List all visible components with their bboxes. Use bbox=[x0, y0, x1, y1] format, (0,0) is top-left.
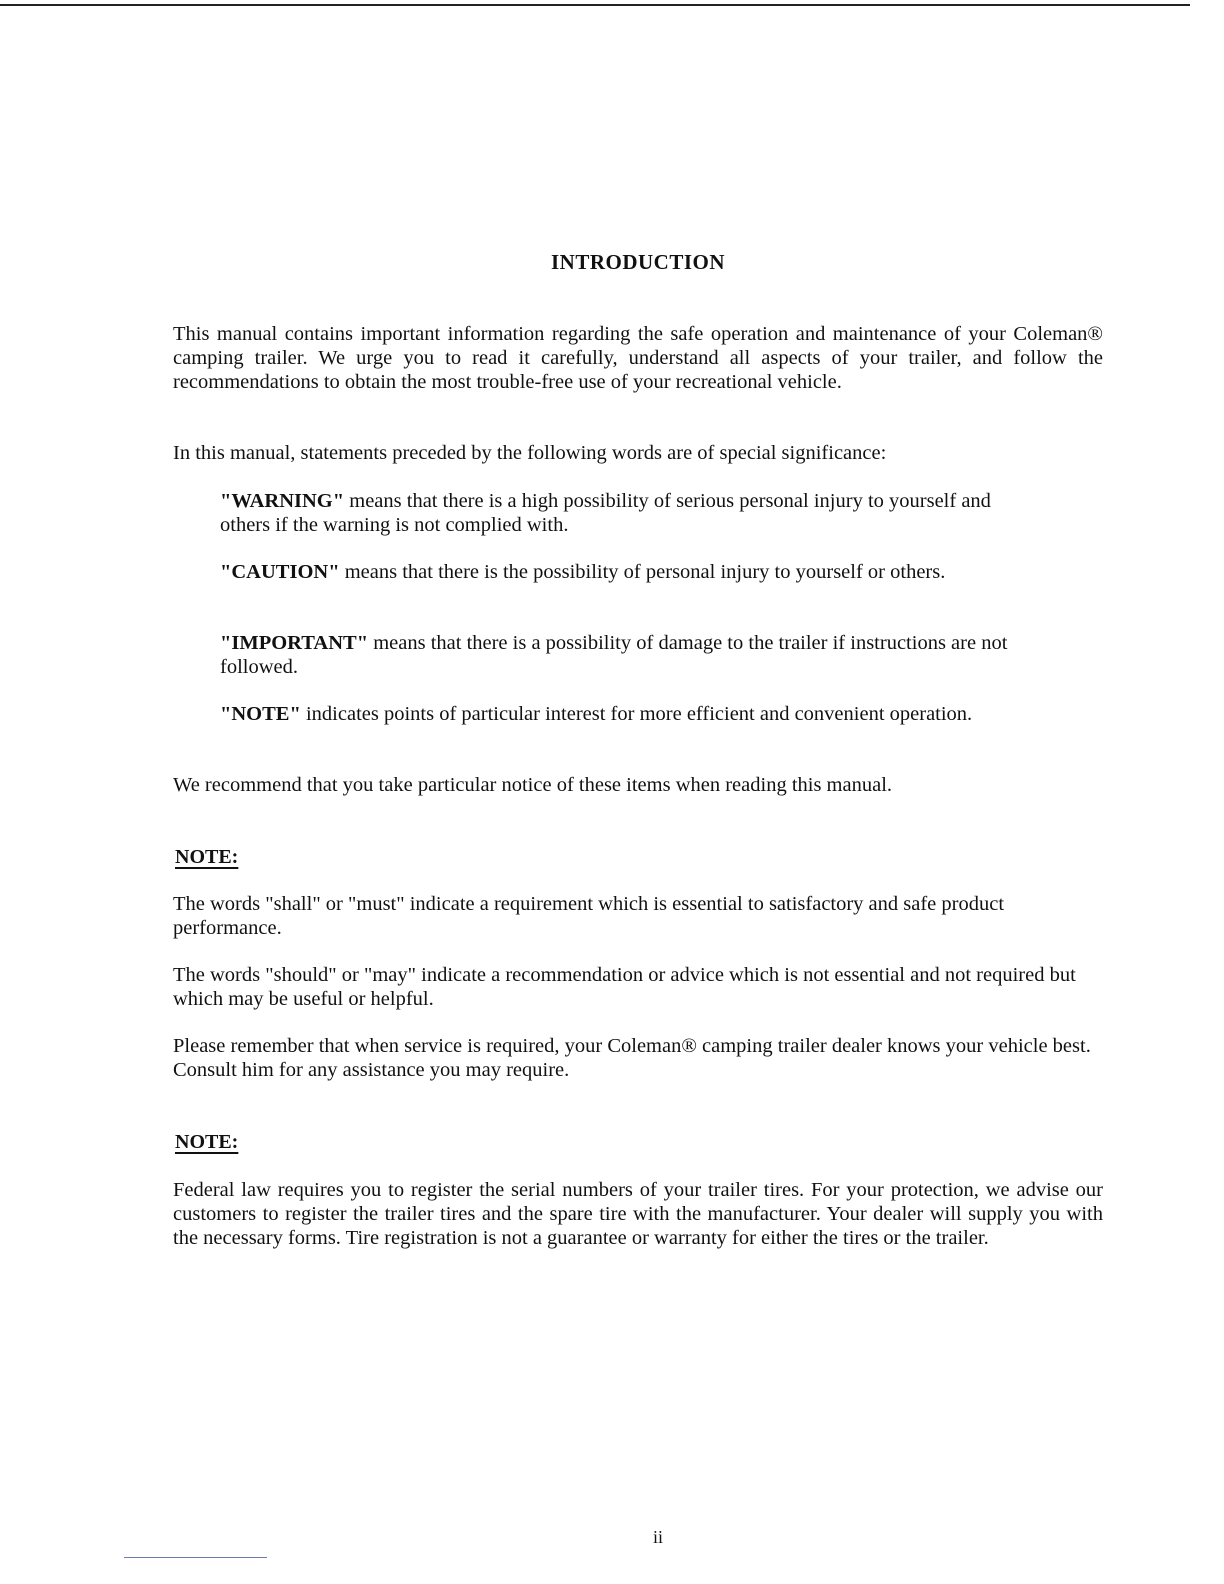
note2-paragraph-1: Federal law requires you to register the serial numbers of your trailer tires. For your protection, we advise our customers to register the trailer tires and the spare tire with the manufacturer. Your dealer will supply you with the necessary forms. Tire registration is not a guarantee or warranty for either the tires or the trailer. bbox=[173, 1179, 1103, 1249]
significance-paragraph: In this manual, statements preceded by the following words are of special significance: bbox=[173, 442, 887, 464]
definition-text: means that there is the possibility of personal injury to yourself or others. bbox=[339, 561, 946, 583]
definition-note bbox=[220, 702, 1030, 726]
note1-paragraph-1: The words "shall" or "must" indicate a requirement which is essential to satisfactory and safe product performance. bbox=[173, 893, 1005, 939]
definition-term: "NOTE" bbox=[220, 703, 301, 725]
page-title: INTRODUCTION bbox=[550, 250, 726, 274]
note1-paragraph-3: Please remember that when service is required, your Coleman® camping trailer dealer knows your vehicle best. Consult him for any assistance you may require. bbox=[173, 1035, 1091, 1081]
definition-term: "WARNING" bbox=[220, 490, 345, 512]
definition-text: means that there is a possibility of damage to the trailer if instructions are not followed. bbox=[220, 632, 1008, 678]
note-heading-1: NOTE: bbox=[175, 846, 239, 868]
definition-text: indicates points of particular interest for more efficient and convenient operation. bbox=[300, 703, 973, 725]
definition-term: "CAUTION" bbox=[220, 561, 340, 583]
recommend-paragraph: We recommend that you take particular notice of these items when reading this manual. bbox=[173, 774, 893, 796]
note1-paragraph-2: The words "should" or "may" indicate a recommendation or advice which is not essential and not required but which may be useful or helpful. bbox=[173, 964, 1076, 1010]
definition-term: "IMPORTANT" bbox=[220, 632, 369, 654]
note-heading-2: NOTE: bbox=[175, 1131, 239, 1153]
page-number: ii bbox=[652, 1527, 663, 1547]
definition-warning bbox=[220, 489, 1030, 537]
definition-important bbox=[220, 631, 1030, 679]
definition-caution bbox=[220, 560, 1030, 584]
intro-paragraph: This manual contains important information regarding the safe operation and maintenance of your Coleman® camping trailer. We urge you to read it carefully, understand all aspects of your trailer, and follow the recommendations to obtain the most trouble-free use of your recreational vehicle. bbox=[173, 323, 1103, 393]
bottom-rule bbox=[124, 1557, 267, 1558]
definition-text: means that there is a high possibility of serious personal injury to yourself and others if the warning is not complied with. bbox=[220, 490, 991, 536]
top-rule bbox=[0, 4, 1190, 6]
